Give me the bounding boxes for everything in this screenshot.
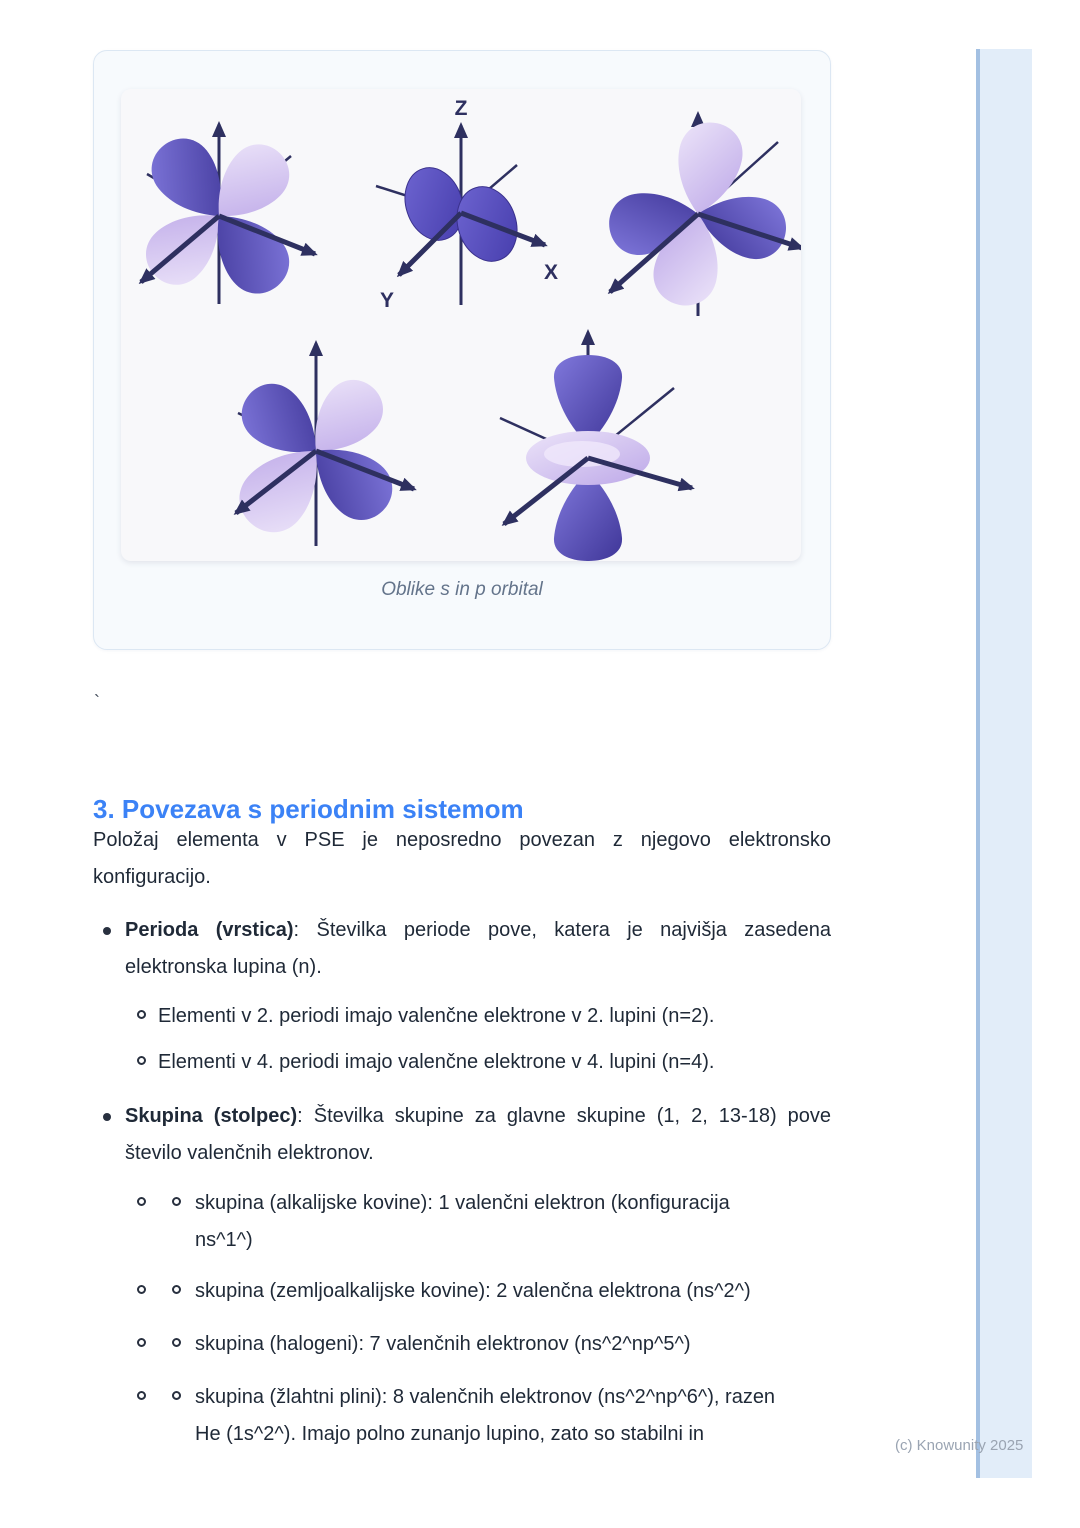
orbitals-svg: [121, 89, 801, 561]
sub-bullet-period-4: [137, 1044, 818, 1081]
intro-line-2: konfiguracijo.: [93, 866, 211, 888]
axis-label-x: X: [543, 261, 559, 284]
figure-caption: Oblike s in p orbital: [381, 579, 543, 600]
orbital-figure-card: [93, 50, 831, 650]
bullet-perioda-rest: : Številka periode pove, katera je najvišja zasedena: [293, 919, 831, 941]
bullet-perioda: [103, 912, 831, 986]
orbital-p-xz-1: [604, 114, 801, 316]
sub-bullet-halogeni: [137, 1326, 835, 1363]
sub-bullet-text: Elementi v 2. periodi imajo valenčne elektrone v 2. lupini (n=2).: [158, 1005, 715, 1027]
circle-bullet-icon: [137, 1391, 146, 1400]
orbitals-image: [121, 89, 801, 561]
sub-bullet-text: skupina (alkalijske kovine): 1 valenčni elektron (konfiguracija ns^1^): [195, 1192, 730, 1251]
sub-bullet-text: skupina (halogeni): 7 valenčnih elektronov (ns^2^np^5^): [195, 1333, 691, 1355]
axis-label-y: Y: [379, 289, 395, 312]
intro-paragraph: [93, 822, 831, 896]
orbital-dz2: [500, 332, 692, 561]
intro-line-1: Položaj elementa v PSE je neposredno povezan z njegovo elektronsko: [93, 829, 831, 851]
orbital-p-xy-1: [134, 124, 315, 306]
bullet-perioda-bold: Perioda (vrstica): [125, 919, 294, 941]
sub-bullet-zemljoalkalijske: [137, 1273, 835, 1310]
orbital-p-xy-2: [226, 343, 414, 546]
sub-bullet-text: Elementi v 4. periodi imajo valenčne elektrone v 4. lupini (n=4).: [158, 1051, 715, 1073]
bullet-perioda-line2: elektronska lupina (n).: [125, 956, 322, 978]
bullet-perioda-text: [125, 912, 831, 986]
circle-bullet-icon: [172, 1285, 181, 1294]
sub-bullet-text: skupina (žlahtni plini): 8 valenčnih elektronov (ns^2^np^6^), razen He (1s^2^). Imajo polno zunanjo lupino, zato so stabilni in: [195, 1386, 776, 1445]
sub-bullet-period-2: [137, 998, 818, 1035]
stray-backtick: `: [94, 692, 100, 712]
circle-bullet-icon: [172, 1391, 181, 1400]
bullet-skupina-text: [125, 1098, 831, 1172]
circle-bullet-icon: [172, 1338, 181, 1347]
sub-bullet-text: skupina (zemljoalkalijske kovine): 2 valenčna elektrona (ns^2^): [195, 1280, 751, 1302]
orbital-p-z-labeled: [376, 97, 558, 312]
bullet-skupina-line2: število valenčnih elektronov.: [125, 1142, 374, 1164]
circle-bullet-icon: [137, 1010, 146, 1019]
axis-label-z: Z: [454, 97, 468, 120]
section-heading: 3. Povezava s periodnim sistemom: [93, 793, 524, 824]
circle-bullet-icon: [137, 1338, 146, 1347]
bullet-skupina: [103, 1098, 831, 1172]
sub-bullet-alkalijske: [137, 1185, 835, 1259]
sidebar-panel: [980, 49, 1032, 1478]
sub-bullet-zlahtni-plini: [137, 1379, 835, 1453]
copyright-footer: (c) Knowunity 2025: [895, 1437, 1024, 1454]
circle-bullet-icon: [137, 1056, 146, 1065]
bullet-disc-icon: [103, 1113, 111, 1121]
circle-bullet-icon: [137, 1197, 146, 1206]
circle-bullet-icon: [137, 1285, 146, 1294]
bullet-skupina-bold: Skupina (stolpec): [125, 1105, 298, 1127]
circle-bullet-icon: [172, 1197, 181, 1206]
bullet-disc-icon: [103, 927, 111, 935]
bullet-skupina-rest: : Številka skupine za glavne skupine (1, 2, 13-18) pove: [297, 1105, 831, 1127]
